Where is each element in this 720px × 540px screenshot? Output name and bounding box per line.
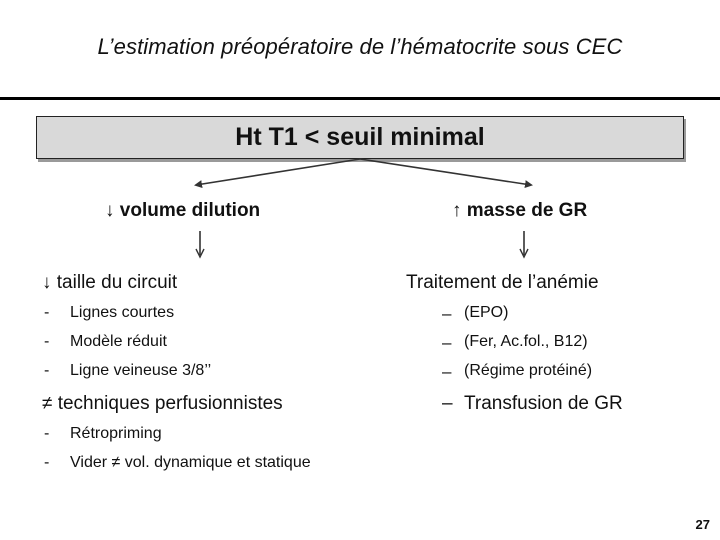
- list-item: [44, 425, 162, 443]
- list-item-text: Modèle réduit: [70, 333, 167, 350]
- right-branch-arrow: [360, 159, 531, 185]
- bullet-dash: –: [442, 304, 452, 323]
- bullet-dash: -: [44, 425, 50, 442]
- list-item: [44, 304, 175, 322]
- left-subheading-techniques: ≠ techniques perfusionnistes: [42, 393, 283, 414]
- right-subheading-anemia: Traitement de l’anémie: [406, 272, 599, 293]
- left-branch-label: ↓ volume dilution: [105, 200, 261, 221]
- title-divider: [0, 97, 720, 100]
- left-subheading-circuit: ↓ taille du circuit: [42, 272, 178, 293]
- main-condition-label: Ht T1 < seuil minimal: [235, 123, 485, 151]
- list-item: [442, 333, 588, 353]
- left-down-arrow-head: [196, 249, 204, 257]
- list-item: [44, 454, 311, 472]
- page-number: 27: [695, 517, 710, 532]
- bullet-dash: -: [44, 333, 50, 350]
- list-item: [442, 362, 593, 382]
- list-item: [442, 304, 509, 324]
- list-item: [44, 362, 212, 380]
- right-down-arrow-head: [520, 249, 528, 257]
- bullet-dash: –: [442, 333, 452, 352]
- list-item-text: Rétropriming: [70, 425, 162, 442]
- list-item-text: Vider ≠ vol. dynamique et statique: [70, 454, 311, 471]
- bullet-dash: -: [44, 304, 50, 321]
- slide-title: L’estimation préopératoire de l’hématocrite sous CEC: [97, 34, 623, 59]
- list-item-text: (EPO): [464, 304, 509, 321]
- list-item-text: Lignes courtes: [70, 304, 175, 321]
- list-item-text: (Fer, Ac.fol., B12): [464, 333, 588, 350]
- bullet-dash: –: [442, 362, 452, 381]
- list-item-text: Ligne veineuse 3/8’’: [70, 362, 212, 379]
- bullet-dash: -: [44, 362, 50, 379]
- left-branch-arrow: [196, 159, 360, 185]
- list-item: [442, 393, 623, 415]
- right-branch-label: ↑ masse de GR: [452, 200, 588, 221]
- list-item-text: (Régime protéiné): [464, 362, 593, 379]
- list-item-text-transfusion: Transfusion de GR: [464, 393, 623, 414]
- bullet-dash: -: [44, 454, 50, 471]
- bullet-dash: –: [442, 393, 453, 414]
- list-item: [44, 333, 167, 351]
